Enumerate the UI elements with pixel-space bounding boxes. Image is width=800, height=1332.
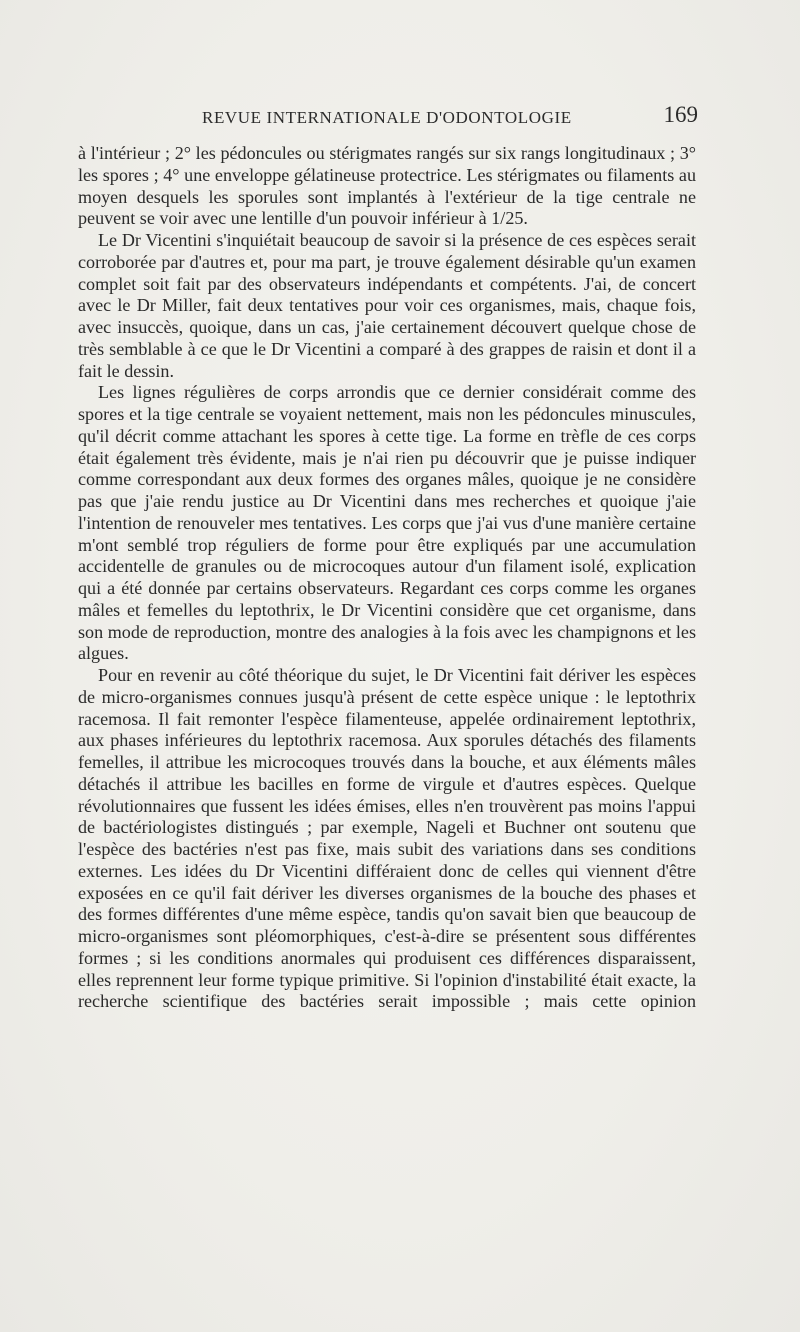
paragraph: Le Dr Vicentini s'inquiétait beaucoup de savoir si la présence de ces espèces serait corroborée par d'autres et, pour ma part, je trouve également désirable qu'un examen complet soit fait par des observateurs indépendants et compétents. J'ai, de concert avec le Dr Miller, fait deux tentatives pour voir ces organismes, mais, chaque fois, avec insuccès, quoique, dans un cas, j'aie certainement découvert quelque chose de très semblable à ce que le Dr Vicentini a comparé à des grappes de raisin et dont il a fait le dessin. xyxy=(78,230,696,381)
paragraph: Les lignes régulières de corps arrondis que ce dernier considérait comme des spores et la tige centrale se voyaient nettement, mais non les pédoncules minuscules, qu'il décrit comme attachant les spores à cette tige. La forme en trèfle de ces corps était également très évidente, mais je n'ai rien pu découvrir que je puisse indiquer comme correspondant aux deux formes des organes mâles, quoique je ne considère pas que j'aie rendu justice au Dr Vicentini dans mes recherches et quoique j'aie l'intention de renouveler mes tentatives. Les corps que j'ai vus d'une manière certaine m'ont semblé trop réguliers de forme pour être expliqués par une accumulation accidentelle de granules ou de microcoques autour d'un filament isolé, explication qui a été donnée par certains observateurs. Regardant ces corps comme les organes mâles et femelles du leptothrix, le Dr Vicentini considère que cet organisme, dans son mode de reproduction, montre des analogies à la fois avec les champignons et les algues. xyxy=(78,382,696,664)
body-text xyxy=(78,143,696,1013)
page-header xyxy=(78,102,698,134)
page-number: 169 xyxy=(663,102,698,127)
paragraph: à l'intérieur ; 2° les pédoncules ou stérigmates rangés sur six rangs longitudinaux ; 3° les spores ; 4° une enveloppe gélatineuse protectrice. Les stérigmates ou filaments au moyen desquels les sporules sont implantés à l'extérieur de la tige centrale ne peuvent se voir avec une lentille d'un pouvoir inférieur à 1/25. xyxy=(78,143,696,229)
paragraph: Pour en revenir au côté théorique du sujet, le Dr Vicentini fait dériver les espèces de micro-organismes connues jusqu'à présent de cette espèce unique : le leptothrix racemosa. Il fait remonter l'espèce filamenteuse, appelée ordinairement leptothrix, aux phases inférieures du leptothrix racemosa. Aux sporules détachés des filaments femelles, il attribue les microcoques trouvés dans la bouche, et aux éléments mâles détachés il attribue les bacilles en forme de virgule et d'autres espèces. Quelque révolutionnaires que fussent les idées émises, elles n'en trouvèrent pas moins l'appui de bactériologistes distingués ; par exemple, Nageli et Buchner ont soutenu que l'espèce des bactéries n'est pas fixe, mais subit des variations dans ses conditions externes. Les idées du Dr Vicentini différaient donc de celles qui viennent d'être exposées en ce qu'il fait dériver les diverses organismes de la bouche des phases et des formes différentes d'une même espèce, tandis qu'on savait bien que beaucoup de micro-organismes sont pléomorphiques, c'est-à-dire se présentent sous différentes formes ; si les conditions anormales qui produisent ces différences disparaissent, elles reprennent leur forme typique primitive. Si l'opinion d'instabilité était exacte, la recherche scientifique des bactéries serait impossible ; mais cette opinion xyxy=(78,665,696,1012)
running-head: REVUE INTERNATIONALE D'ODONTOLOGIE xyxy=(202,108,572,127)
